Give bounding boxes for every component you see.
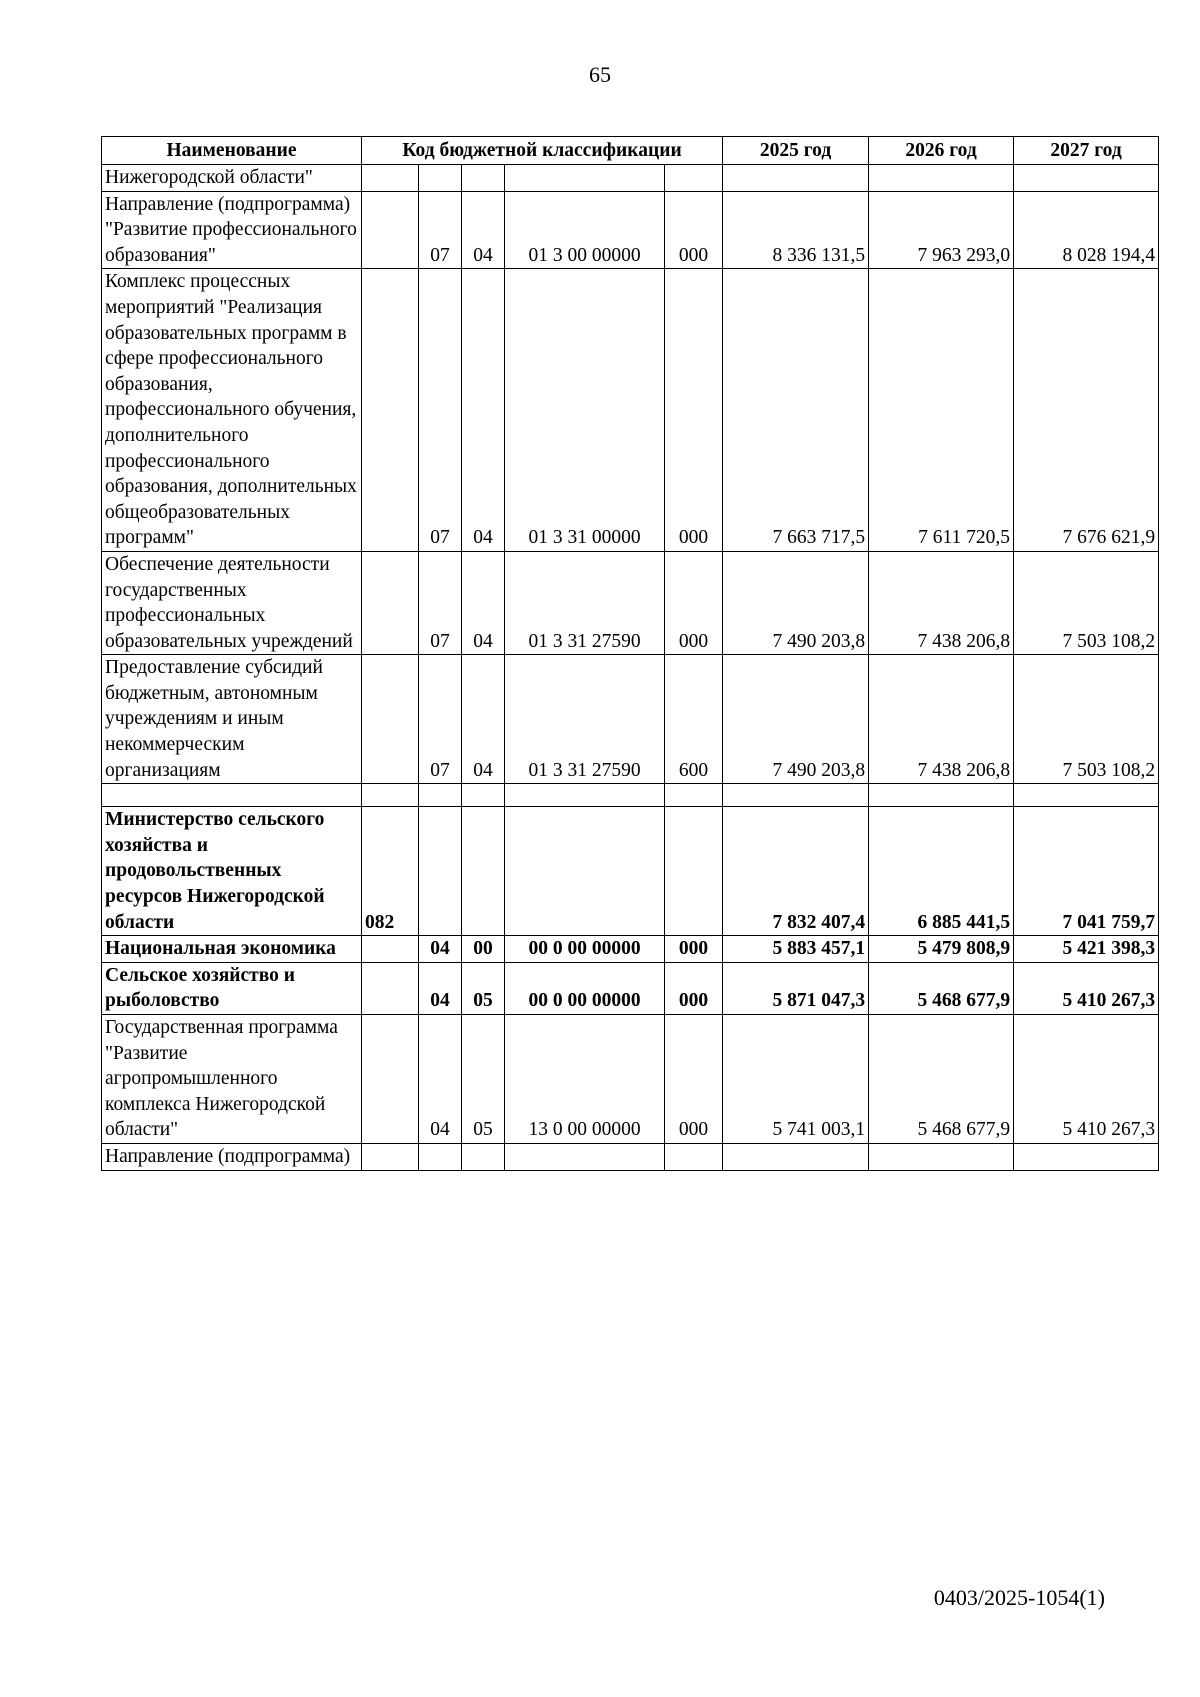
row-2027: 7 503 108,2 — [1014, 551, 1159, 654]
row-gr — [362, 1015, 419, 1144]
row-csr — [505, 1143, 665, 1170]
row-2025: 5 883 457,1 — [723, 936, 869, 963]
row-2026: 7 963 293,0 — [869, 191, 1014, 269]
row-gr — [362, 962, 419, 1014]
row-2027: 7 676 621,9 — [1014, 269, 1159, 552]
row-rz — [419, 807, 462, 936]
header-code: Код бюджетной классификации — [362, 137, 723, 165]
row-2026: 7 438 206,8 — [869, 551, 1014, 654]
row-gr — [362, 784, 419, 807]
row-name: Направление (подпрограмма) "Развитие профессионального образования" — [102, 191, 362, 269]
row-name: Сельское хозяйство и рыболовство — [102, 962, 362, 1014]
row-csr — [505, 784, 665, 807]
row-name: Предоставление субсидий бюджетным, автономным учреждениям и иным некоммерческим организациям — [102, 655, 362, 784]
table-row — [102, 1143, 1159, 1170]
row-rz — [419, 784, 462, 807]
row-2026: 6 885 441,5 — [869, 807, 1014, 936]
table-row — [102, 191, 1159, 269]
row-csr — [505, 807, 665, 936]
row-rz: 07 — [419, 269, 462, 552]
table-row — [102, 962, 1159, 1014]
row-name: Министерство сельского хозяйства и продовольственных ресурсов Нижегородской области — [102, 807, 362, 936]
row-vr: 000 — [665, 962, 723, 1014]
row-vr: 000 — [665, 936, 723, 963]
row-vr — [665, 784, 723, 807]
row-2026: 5 479 808,9 — [869, 936, 1014, 963]
row-2025 — [723, 784, 869, 807]
row-2026: 7 611 720,5 — [869, 269, 1014, 552]
row-csr: 01 3 31 27590 — [505, 551, 665, 654]
row-2027: 5 410 267,3 — [1014, 962, 1159, 1014]
row-name: Обеспечение деятельности государственных профессиональных образовательных учреждений — [102, 551, 362, 654]
row-2027: 7 503 108,2 — [1014, 655, 1159, 784]
row-pr — [462, 1143, 505, 1170]
document-id: 0403/2025-1054(1) — [933, 1585, 1105, 1610]
row-pr: 04 — [462, 191, 505, 269]
row-2027 — [1014, 784, 1159, 807]
table-row — [102, 165, 1159, 192]
row-rz: 04 — [419, 962, 462, 1014]
table-row — [102, 936, 1159, 963]
row-pr: 04 — [462, 551, 505, 654]
row-rz: 07 — [419, 655, 462, 784]
row-2025 — [723, 165, 869, 192]
row-name: Нижегородской области" — [102, 165, 362, 192]
row-pr: 00 — [462, 936, 505, 963]
row-2027 — [1014, 1143, 1159, 1170]
row-2025: 7 490 203,8 — [723, 551, 869, 654]
row-vr — [665, 165, 723, 192]
row-2025: 5 741 003,1 — [723, 1015, 869, 1144]
table-row — [102, 807, 1159, 936]
row-name: Государственная программа "Развитие агропромышленного комплекса Нижегородской области" — [102, 1015, 362, 1144]
row-pr: 04 — [462, 269, 505, 552]
row-gr — [362, 269, 419, 552]
table-row — [102, 655, 1159, 784]
row-csr: 01 3 31 27590 — [505, 655, 665, 784]
header-2025: 2025 год — [723, 137, 869, 165]
row-csr — [505, 165, 665, 192]
row-pr: 05 — [462, 962, 505, 1014]
row-vr: 000 — [665, 1015, 723, 1144]
row-vr — [665, 807, 723, 936]
row-2027: 7 041 759,7 — [1014, 807, 1159, 936]
row-rz: 07 — [419, 551, 462, 654]
row-2026 — [869, 784, 1014, 807]
row-2025: 7 663 717,5 — [723, 269, 869, 552]
row-pr: 05 — [462, 1015, 505, 1144]
row-pr — [462, 807, 505, 936]
page-number: 65 — [589, 62, 611, 87]
row-gr — [362, 165, 419, 192]
row-vr: 000 — [665, 269, 723, 552]
table-row-spacer — [102, 784, 1159, 807]
row-vr: 000 — [665, 551, 723, 654]
row-2026 — [869, 1143, 1014, 1170]
header-name: Наименование — [102, 137, 362, 165]
header-2026: 2026 год — [869, 137, 1014, 165]
row-2025: 5 871 047,3 — [723, 962, 869, 1014]
row-2025: 8 336 131,5 — [723, 191, 869, 269]
row-csr: 00 0 00 00000 — [505, 962, 665, 1014]
row-2026: 5 468 677,9 — [869, 962, 1014, 1014]
row-name: Направление (подпрограмма) — [102, 1143, 362, 1170]
row-gr: 082 — [362, 807, 419, 936]
row-name: Комплекс процессных мероприятий "Реализация образовательных программ в сфере профессионального образования, профессионального обучения, дополнительного профессионального образования, дополнительных общеобразовательных программ" — [102, 269, 362, 552]
header-2027: 2027 год — [1014, 137, 1159, 165]
table-row — [102, 551, 1159, 654]
row-gr — [362, 551, 419, 654]
row-rz: 04 — [419, 1015, 462, 1144]
row-vr: 600 — [665, 655, 723, 784]
row-gr — [362, 1143, 419, 1170]
row-gr — [362, 936, 419, 963]
table-row — [102, 1015, 1159, 1144]
row-gr — [362, 655, 419, 784]
row-csr: 01 3 31 00000 — [505, 269, 665, 552]
row-rz: 04 — [419, 936, 462, 963]
row-2026: 7 438 206,8 — [869, 655, 1014, 784]
row-2027: 8 028 194,4 — [1014, 191, 1159, 269]
row-name: Национальная экономика — [102, 936, 362, 963]
row-rz — [419, 1143, 462, 1170]
row-2026 — [869, 165, 1014, 192]
row-rz: 07 — [419, 191, 462, 269]
row-2025: 7 490 203,8 — [723, 655, 869, 784]
row-name — [102, 784, 362, 807]
row-pr — [462, 784, 505, 807]
row-2027: 5 421 398,3 — [1014, 936, 1159, 963]
row-pr: 04 — [462, 655, 505, 784]
row-2026: 5 468 677,9 — [869, 1015, 1014, 1144]
row-2025 — [723, 1143, 869, 1170]
row-csr: 01 3 00 00000 — [505, 191, 665, 269]
budget-table — [101, 136, 1159, 1171]
row-vr: 000 — [665, 191, 723, 269]
table-header-row — [102, 137, 1159, 165]
row-csr: 13 0 00 00000 — [505, 1015, 665, 1144]
table-row — [102, 269, 1159, 552]
row-csr: 00 0 00 00000 — [505, 936, 665, 963]
row-vr — [665, 1143, 723, 1170]
row-gr — [362, 191, 419, 269]
row-2027: 5 410 267,3 — [1014, 1015, 1159, 1144]
row-2025: 7 832 407,4 — [723, 807, 869, 936]
row-pr — [462, 165, 505, 192]
row-rz — [419, 165, 462, 192]
row-2027 — [1014, 165, 1159, 192]
